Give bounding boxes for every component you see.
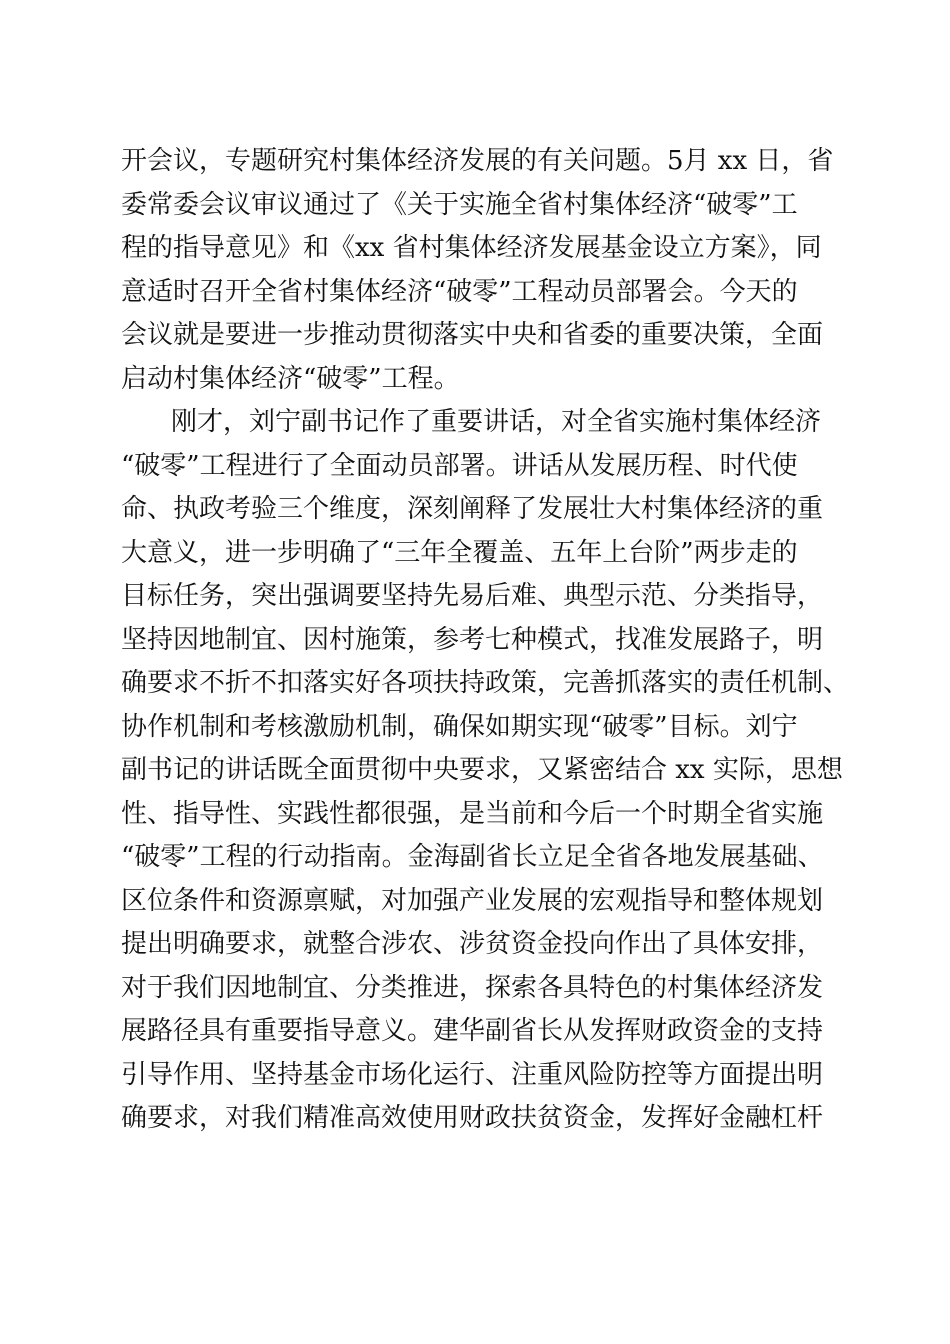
text-line: 对于我们因地制宜、分类推进，探索各具特色的村集体经济发	[121, 972, 824, 1003]
text-line: 区位条件和资源禀赋，对加强产业发展的宏观指导和整体规划	[121, 885, 824, 916]
text-line: 协作机制和考核激励机制，确保如期实现“破零”目标。刘宁	[121, 711, 798, 742]
text-line: 启动村集体经济“破零”工程。	[121, 363, 460, 394]
text-line: 开会议，专题研究村集体经济发展的有关问题。5月 xx 日，省	[121, 146, 834, 176]
text-line: 确要求，对我们精准高效使用财政扶贫资金，发挥好金融杠杆	[121, 1103, 824, 1133]
text-line: “破零”工程进行了全面动员部署。讲话从发展历程、时代使	[121, 450, 798, 481]
text-line: 坚持因地制宜、因村施策，参考七种模式，找准发展路子，明	[121, 624, 824, 655]
text-line: 命、执政考验三个维度，深刻阐释了发展壮大村集体经济的重	[121, 494, 824, 524]
body-text	[121, 140, 850, 1141]
text-line: 程的指导意见》和《xx 省村集体经济发展基金设立方案》，同	[121, 233, 822, 263]
text-line: 展路径具有重要指导意义。建华副省长从发挥财政资金的支持	[121, 1016, 824, 1046]
text-line: 意适时召开全省村集体经济“破零”工程动员部署会。今天的	[121, 276, 798, 307]
text-line: 副书记的讲话既全面贯彻中央要求，又紧密结合 xx 实际，思想	[121, 755, 843, 785]
text-line: 性、指导性、实践性都很强，是当前和今后一个时期全省实施	[121, 798, 824, 829]
text-line: 大意义，进一步明确了“三年全覆盖、五年上台阶”两步走的	[121, 537, 798, 568]
text-line: 会议就是要进一步推动贯彻落实中央和省委的重要决策，全面	[121, 320, 824, 350]
paragraph-start-line: 刚才，刘宁副书记作了重要讲话，对全省实施村集体经济	[171, 407, 822, 437]
text-line: 引导作用、坚持基金市场化运行、注重风险防控等方面提出明	[121, 1059, 824, 1090]
text-line: 确要求不折不扣落实好各项扶持政策，完善抓落实的责任机制、	[121, 668, 850, 698]
text-line: 委常委会议审议通过了《关于实施全省村集体经济“破零”工	[121, 189, 798, 220]
text-line: 提出明确要求，就整合涉农、涉贫资金投向作出了具体安排，	[121, 929, 824, 959]
text-line: “破零”工程的行动指南。金海副省长立足全省各地发展基础、	[121, 842, 824, 872]
text-line: 目标任务，突出强调要坚持先易后难、典型示范、分类指导，	[121, 581, 824, 611]
